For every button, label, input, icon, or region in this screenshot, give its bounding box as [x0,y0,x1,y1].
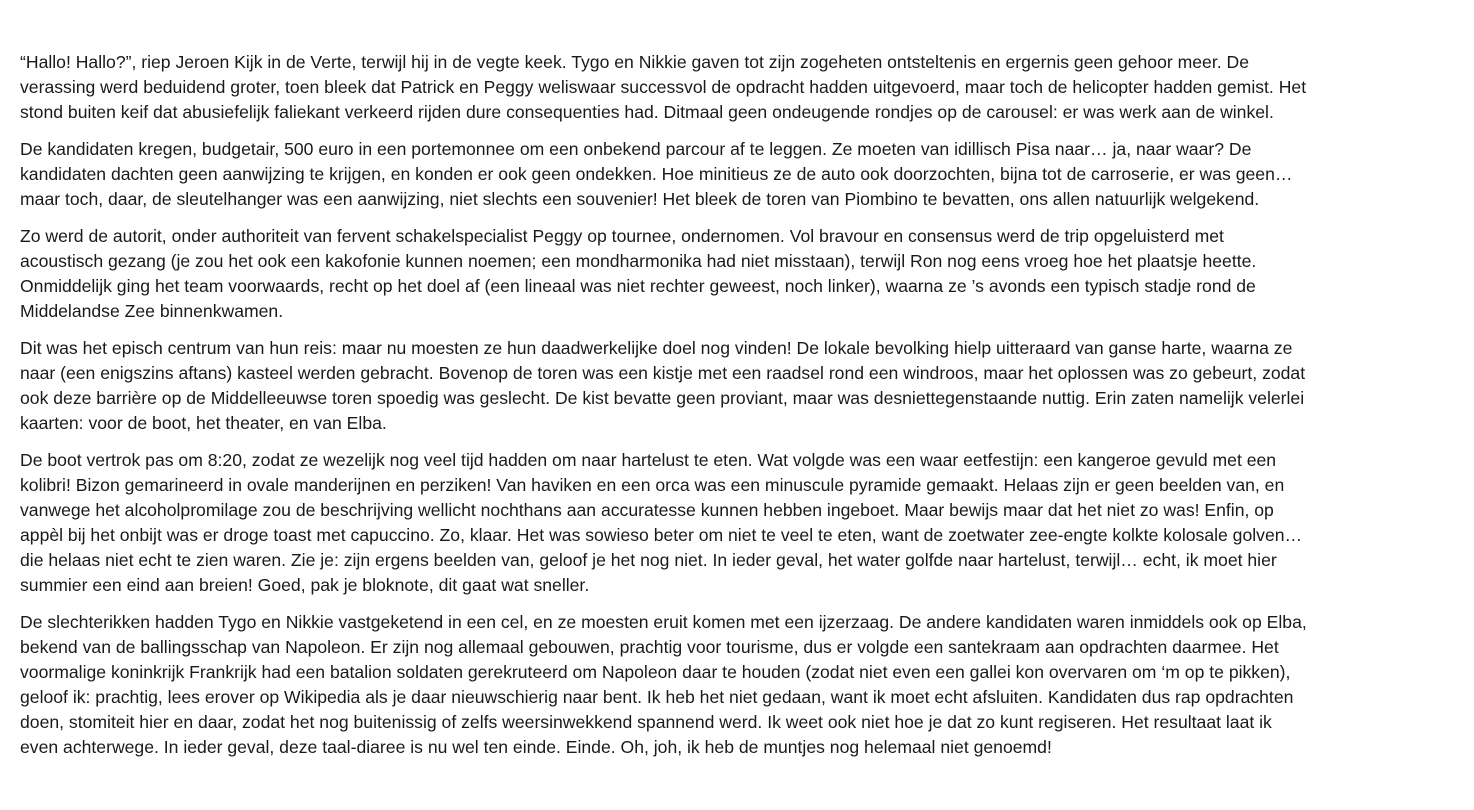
text-line: De slechterikken hadden Tygo en Nikkie vastgeketend in een cel, en ze moesten eruit komen met een ijzerzaag. De andere kandidaten waren inmiddels ook op Elba, [20,612,1307,632]
text-line: kandidaten dachten geen aanwijzing te krijgen, en konden er ook geen ondekken. Hoe minitieus ze de auto ook doorzochten, bijna tot de carroserie, er was geen… [20,164,1293,184]
text-line: voormalige koninkrijk Frankrijk had een batalion soldaten gerekruteerd om Napoleon daar te houden (zodat niet even een gallei kon overvaren om ‘m op te pikken), [20,662,1291,682]
text-line: maar toch, daar, de sleutelhanger was een aanwijzing, niet slechts een souvenier! Het bleek de toren van Piombino te bevatten, ons allen natuurlijk welgekend. [20,189,1260,209]
text-line: stond buiten keif dat abusiefelijk faliekant verkeerd rijden dure consequenties had. Ditmaal geen ondeugende rondjes op de carousel: er was werk aan de winkel. [20,102,1274,122]
text-line: kolibri! Bizon gemarineerd in ovale manderijnen en perziken! Van haviken en een orca was een minuscule pyramide gemaakt. Helaas zijn er geen beelden van, en [20,475,1285,495]
text-line: naar (een enigszins aftans) kasteel werden gebracht. Bovenop de toren was een kistje met een raadsel rond een windroos, maar het oplossen was zo gebeurt, zodat [20,363,1306,383]
text-line: verassing werd beduidend groter, toen bleek dat Patrick en Peggy weliswaar successvol de opdracht hadden uitgevoerd, maar toch de helicopter hadden gemist. Het [20,77,1307,97]
text-line: Dit was het episch centrum van hun reis: maar nu moesten ze hun daadwerkelijke doel nog vinden! De lokale bevolking hielp uitteraard van ganse harte, waarna ze [20,338,1293,358]
paragraph-4 [20,336,1440,436]
text-line: summier een eind aan breien! Goed, pak je bloknote, dit gaat wat sneller. [20,575,590,595]
text-line: “Hallo! Hallo?”, riep Jeroen Kijk in de Verte, terwijl hij in de vegte keek. Tygo en Nikkie gaven tot zijn zogeheten ontsteltenis en ergernis geen gehoor meer. De [20,52,1249,72]
paragraph-6 [20,610,1440,760]
text-line: appèl bij het onbijt was er droge toast met capuccino. Zo, klaar. Het was sowieso beter om niet te veel te eten, want de zoetwater zee-engte kolkte kolosale golven… [20,525,1303,545]
text-line: even achterwege. In ieder geval, deze taal-diaree is nu wel ten einde. Einde. Oh, joh, ik heb de muntjes nog helemaal niet genoemd! [20,737,1052,757]
document-body [20,50,1440,772]
paragraph-5 [20,448,1440,598]
text-line: die helaas niet echt te zien waren. Zie je: zijn ergens beelden van, geloof je het nog niet. In ieder geval, het water golfde naar hartelust, terwijl… echt, ik moet hier [20,550,1277,570]
text-line: doen, stomiteit hier en daar, zodat het nog buitenissig of zelfs weersinwekkend spannend werd. Ik weet ook niet hoe je dat zo kunt regiseren. Het resultaat laat ik [20,712,1272,732]
paragraph-2 [20,137,1440,212]
paragraph-3 [20,224,1440,324]
text-line: Middelandse Zee binnenkwamen. [20,301,284,321]
text-line: bekend van de ballingsschap van Napoleon. Er zijn nog allemaal gebouwen, prachtig voor tourisme, dus er volgde een santekraam aan opdrachten daarmee. Het [20,637,1279,657]
text-line: De kandidaten kregen, budgetair, 500 euro in een portemonnee om een onbekend parcour af te leggen. Ze moeten van idillisch Pisa naar… ja, naar waar? De [20,139,1252,159]
text-line: Onmiddelijk ging het team voorwaards, recht op het doel af (een lineaal was niet rechter geweest, noch linker), waarna ze ’s avonds een typisch stadje rond de [20,276,1256,296]
paragraph-1 [20,50,1440,125]
text-line: De boot vertrok pas om 8:20, zodat ze wezelijk nog veel tijd hadden om naar hartelust te eten. Wat volgde was een waar eetfestijn: een kangeroe gevuld met een [20,450,1277,470]
text-line: Zo werd de autorit, onder authoriteit van fervent schakelspecialist Peggy op tournee, ondernomen. Vol bravour en consensus werd de trip opgeluisterd met [20,226,1224,246]
text-line: vanwege het alcoholpromilage zou de beschrijving wellicht nochthans aan accuratesse kunnen hebben ingeboet. Maar bewijs maar dat het niet zo was! Enfin, op [20,500,1274,520]
text-line: ook deze barrière op de Middelleeuwse toren spoedig was geslecht. De kist bevatte geen proviant, maar was desniettegenstaande nuttig. Erin zaten namelijk velerlei [20,388,1305,408]
text-line: acoustisch gezang (je zou het ook een kakofonie kunnen noemen; een mondharmonika had niet misstaan), terwijl Ron nog eens vroeg hoe het plaatsje heette. [20,251,1257,271]
text-line: kaarten: voor de boot, het theater, en van Elba. [20,413,387,433]
text-line: geloof ik: prachtig, lees erover op Wikipedia als je daar nieuwschierig naar bent. Ik heb het niet gedaan, want ik moet echt afsluiten. Kandidaten dus rap opdrachten [20,687,1294,707]
